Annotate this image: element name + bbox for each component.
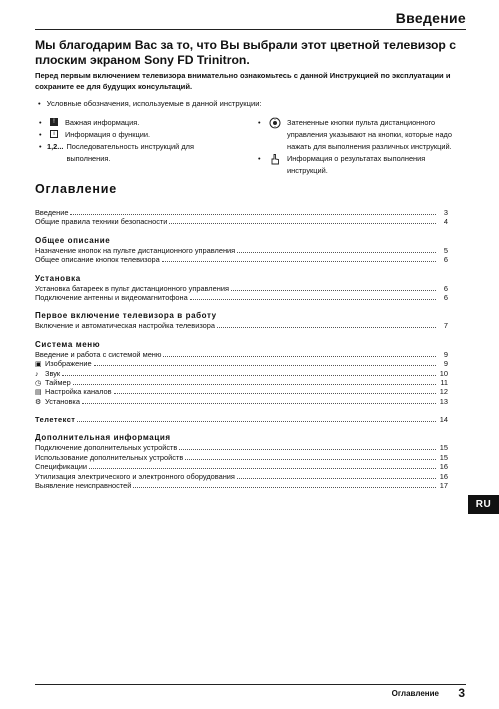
timer-menu-icon: ◷ <box>35 379 42 387</box>
toc-entry[interactable] <box>35 481 448 490</box>
conventions-line <box>38 99 262 108</box>
dot-leader <box>77 420 436 422</box>
legend-item: • 1,2... Последовательность инструкций для выполнения. <box>39 141 239 165</box>
toc-title: Оглавление <box>35 182 117 196</box>
dot-leader <box>237 251 436 253</box>
toc-entry[interactable] <box>35 397 448 406</box>
toc-page-number: 11 <box>440 377 448 387</box>
intro-heading: Мы благодарим Вас за то, что Вы выбрали этот цветной телевизор с плоским экраном Sony FD Trinitron. <box>35 38 457 67</box>
toc-page-number: 15 <box>439 443 448 453</box>
toc-section <box>35 415 448 424</box>
toc-page-number: 5 <box>443 245 448 255</box>
dot-leader <box>114 392 436 394</box>
footer-rule <box>35 684 466 685</box>
toc-entry[interactable] <box>35 462 448 471</box>
toc-section <box>35 208 448 227</box>
toc-entry-label: Настройка каналов <box>45 387 112 397</box>
dot-leader <box>169 222 436 224</box>
toc-entry[interactable] <box>35 415 448 424</box>
dot-leader <box>70 213 436 215</box>
toc-entry-label: Общее описание кнопок телевизора <box>35 255 160 265</box>
legend-item: • i Информация о функции. <box>39 130 151 139</box>
dot-leader <box>89 467 436 469</box>
header-rule <box>35 29 466 30</box>
toc-entry-label: Телетекст <box>35 415 76 425</box>
dot-leader <box>217 326 436 328</box>
toc-section <box>35 311 448 330</box>
toc-section-title: Общее описание <box>35 235 111 245</box>
toc-entry-label: Общие правила техники безопасности <box>35 217 168 227</box>
toc-entry[interactable] <box>35 321 448 330</box>
toc-entry-label: Включение и автоматическая настройка телевизора <box>35 321 215 331</box>
toc-entry[interactable] <box>35 208 448 217</box>
remote-buttons-icon <box>268 117 282 129</box>
toc-page-number: 14 <box>439 415 448 425</box>
picture-menu-icon: ▣ <box>35 361 42 369</box>
toc-page-number: 9 <box>443 359 448 369</box>
toc-entry-label: Подключение антенны и видеомагнитофона <box>35 292 188 302</box>
legend-text: Информация о результатах выполнения инструкций. <box>287 154 426 175</box>
toc-entry-label: Подключение дополнительных устройств <box>35 443 178 453</box>
toc-page-number: 10 <box>439 368 448 378</box>
toc-page-number: 15 <box>439 452 448 462</box>
toc-entry-label: Введение <box>35 208 69 217</box>
toc-page-number: 6 <box>443 292 448 302</box>
dot-leader <box>94 364 436 366</box>
toc-page-number: 4 <box>443 217 448 227</box>
dot-leader <box>133 486 436 488</box>
toc-page-number: 7 <box>443 321 448 331</box>
toc-section-title: Установка <box>35 273 81 283</box>
toc-entry[interactable] <box>35 293 448 302</box>
dot-leader <box>231 289 436 291</box>
toc-section <box>35 433 448 490</box>
toc-section-title: Система меню <box>35 339 101 349</box>
footer-section-label: Оглавление <box>391 689 439 698</box>
legend-item: • ! Важная информация. <box>39 118 140 127</box>
intro-subheading: Перед первым включением телевизора внимательно ознакомьтесь с данной Инструкцией по эксплуатации и сохраните ее для будущих консультаций. <box>35 71 451 91</box>
toc-entry-label: Введение и работа с системой меню <box>35 349 162 359</box>
toc-page-number: 12 <box>439 387 448 397</box>
legend-text: Затененные кнопки пульта дистанционного управления указывают на кнопки, которые надо нажать для выполнения различных инструкций. <box>287 118 452 151</box>
table-of-contents <box>35 208 448 499</box>
toc-section-title: Первое включение телевизора в работу <box>35 311 217 321</box>
sound-menu-icon: ♪ <box>35 370 39 378</box>
legend-text: Важная информация. <box>65 118 140 127</box>
toc-entry-label: Использование дополнительных устройств <box>35 452 184 462</box>
toc-entry-label: Спецификации <box>35 462 88 472</box>
toc-entry-label: Выявление неисправностей <box>35 481 132 491</box>
toc-section-title: Дополнительная информация <box>35 433 171 443</box>
toc-page-number: 16 <box>439 462 448 472</box>
legend-item: • Затененные кнопки пульта дистанционного управления указывают на кнопки, которые надо нажать для выполнения различных инструкций. <box>258 117 466 153</box>
toc-entry-label: Установка батареек в пульт дистанционного управления <box>35 283 229 293</box>
toc-entry[interactable] <box>35 255 448 264</box>
dot-leader <box>62 374 436 376</box>
toc-entry-label: Утилизация электрического и электронного оборудования <box>35 471 235 481</box>
toc-page-number: 16 <box>439 471 448 481</box>
page-number: 3 <box>458 686 465 700</box>
dot-leader <box>73 383 436 385</box>
toc-page-number: 6 <box>443 283 448 293</box>
dot-leader <box>185 458 436 460</box>
dot-leader <box>237 477 436 479</box>
toc-section <box>35 340 448 406</box>
toc-entry-label: Изображение <box>45 359 92 369</box>
toc-entry-label: Назначение кнопок на пульте дистанционного управления <box>35 245 236 255</box>
info-icon: i <box>50 130 58 138</box>
setup-menu-icon: ⚙ <box>35 398 42 406</box>
toc-entry[interactable] <box>35 453 448 462</box>
dot-leader <box>190 298 436 300</box>
dot-leader <box>163 355 436 357</box>
legend-item: • Информация о результатах выполнения инструкций. <box>258 153 466 177</box>
legend-text: Информация о функции. <box>65 130 151 139</box>
legend-text: Последовательность инструкций для выполнения. <box>66 142 194 163</box>
dot-leader <box>162 260 436 262</box>
toc-entry[interactable] <box>35 284 448 293</box>
toc-entry-label: Звук <box>45 368 61 378</box>
dot-leader <box>179 448 436 450</box>
bullet: • <box>38 99 41 108</box>
toc-entry[interactable] <box>35 350 448 359</box>
toc-entry[interactable] <box>35 443 448 452</box>
legend-left <box>39 117 239 165</box>
sequence-number-label: 1,2... <box>47 142 64 151</box>
toc-entry[interactable] <box>35 369 448 378</box>
toc-entry[interactable] <box>35 217 448 226</box>
toc-entry[interactable] <box>35 472 448 481</box>
hand-result-icon <box>269 153 281 165</box>
toc-entry[interactable] <box>35 378 448 387</box>
toc-entry-label: Таймер <box>45 377 71 387</box>
toc-section <box>35 274 448 303</box>
conventions-text: Условные обозначения, используемые в данной инструкции: <box>46 99 262 108</box>
toc-page-number: 6 <box>443 255 448 265</box>
language-tab: RU <box>468 495 499 514</box>
channel-setup-menu-icon: ▤ <box>35 389 42 397</box>
toc-page-number: 3 <box>443 208 448 217</box>
toc-entry[interactable] <box>35 246 448 255</box>
toc-page-number: 9 <box>443 349 448 359</box>
page-header-title: Введение <box>395 10 466 26</box>
toc-entry-label: Установка <box>45 396 80 406</box>
toc-page-number: 17 <box>439 481 448 491</box>
legend-right <box>258 117 466 177</box>
toc-entry[interactable] <box>35 387 448 396</box>
toc-section <box>35 236 448 265</box>
toc-entry[interactable] <box>35 359 448 368</box>
dot-leader <box>82 402 436 404</box>
toc-page-number: 13 <box>439 396 448 406</box>
important-icon: ! <box>50 118 58 126</box>
